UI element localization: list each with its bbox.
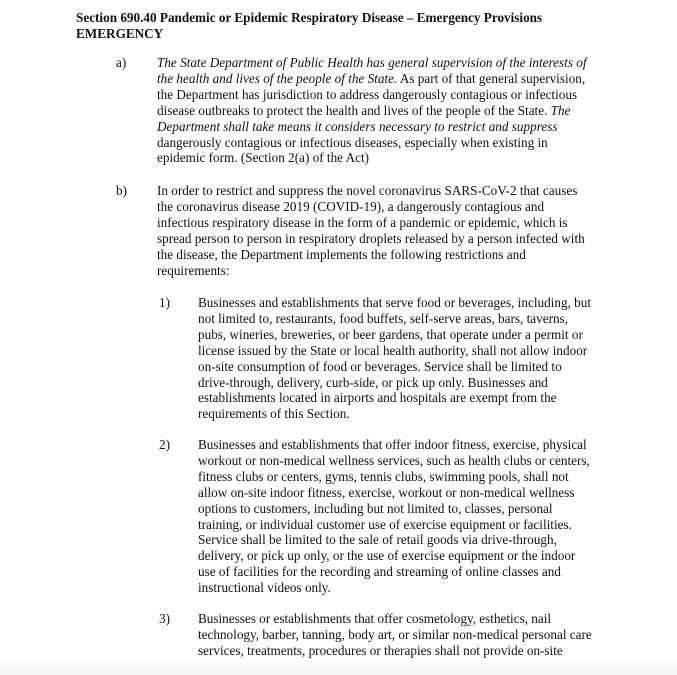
- text-segment: Department shall take means it considers necessary to restrict and suppress: [157, 118, 558, 134]
- text-segment: the Department has jurisdiction to address dangerously contagious or infectious: [157, 86, 578, 102]
- subparagraph-2-text: [198, 437, 590, 596]
- subparagraph-3-text: [198, 611, 592, 659]
- text-line: license issued by the State or local health authority, shall not allow indoor: [198, 342, 588, 358]
- text-line: workout or non-medical wellness services, such as health clubs or centers,: [198, 452, 590, 468]
- text-line: [157, 55, 587, 71]
- text-line: Businesses and establishments that serve food or beverages, including, but: [198, 295, 591, 310]
- text-line: pubs, wineries, breweries, or beer gardens, that operate under a permit or: [198, 326, 583, 342]
- text-segment: epidemic form. (Section 2(a) of the Act): [157, 150, 370, 166]
- subparagraph-2-label: 2): [159, 437, 170, 452]
- text-line: fitness clubs or centers, gyms, tennis clubs, swimming pools, shall not: [198, 468, 569, 484]
- text-line: training, or individual customer use of exercise equipment or facilities.: [198, 516, 572, 532]
- text-line: [157, 247, 585, 263]
- paragraph-a-text: [157, 55, 587, 166]
- subparagraph-1-label: 1): [159, 295, 170, 310]
- text-line: establishments located in airports and hospitals are exempt from the: [198, 390, 557, 406]
- text-line: instructional videos only.: [198, 580, 331, 596]
- text-segment: disease outbreaks to protect the health and lives of the people of the State.: [157, 102, 551, 118]
- emergency-label: EMERGENCY: [76, 25, 164, 41]
- text-line: services, treatments, procedures or therapies shall not provide on-site: [198, 642, 563, 658]
- text-line: [157, 119, 587, 135]
- text-line: requirements of this Section.: [198, 406, 350, 422]
- text-line: on-site consumption of food or beverages. Service shall be limited to: [198, 358, 562, 374]
- text-segment: infectious respiratory disease in the form of a pandemic or epidemic, which is: [157, 214, 568, 230]
- text-segment: The State Department of Public Health has general supervision of the interests of: [157, 55, 587, 70]
- subparagraph-3-label: 3): [159, 611, 170, 626]
- text-line: options to customers, including but not limited to, classes, personal: [198, 500, 553, 516]
- text-segment: The: [550, 102, 571, 118]
- section-title: Section 690.40 Pandemic or Epidemic Respiratory Disease – Emergency Provisions: [76, 10, 543, 25]
- text-line: [157, 135, 587, 151]
- text-line: technology, barber, tanning, body art, or similar non-medical personal care: [198, 626, 592, 642]
- text-line: [157, 103, 587, 119]
- text-line: Service shall be limited to the sale of retail goods via drive-through,: [198, 532, 557, 548]
- text-line: allow on-site indoor fitness, exercise, workout or non-medical wellness: [198, 484, 575, 500]
- text-line: [157, 183, 585, 199]
- text-line: Businesses and establishments that offer indoor fitness, exercise, physical: [198, 437, 587, 452]
- text-line: drive-through, delivery, curb-side, or pick up only. Businesses and: [198, 374, 548, 390]
- text-line: [157, 231, 585, 247]
- text-line: [157, 150, 587, 166]
- text-segment: spread person to person in respiratory droplets released by a person infected with: [157, 230, 585, 246]
- text-segment: requirements:: [157, 262, 230, 278]
- text-segment: the coronavirus disease 2019 (COVID-19), a dangerously contagious and: [157, 198, 545, 214]
- text-line: [157, 215, 585, 231]
- text-line: [157, 263, 585, 279]
- text-segment: dangerously contagious or infectious diseases, especially when existing in: [157, 134, 548, 150]
- text-line: use of facilities for the recording and streaming of online classes and: [198, 564, 561, 580]
- paragraph-b-text: [157, 183, 585, 278]
- text-line: [157, 87, 587, 103]
- text-segment: the disease, the Department implements the following restrictions and: [157, 246, 526, 262]
- text-segment: As part of that general supervision,: [397, 70, 586, 86]
- text-line: Businesses or establishments that offer cosmetology, esthetics, nail: [198, 611, 552, 626]
- text-line: delivery, or pick up only, or the use of exercise equipment or the indoor: [198, 548, 576, 564]
- text-segment: In order to restrict and suppress the novel coronavirus SARS-CoV-2 that causes: [157, 183, 578, 198]
- text-line: [157, 71, 587, 87]
- paragraph-a-label: a): [116, 55, 127, 70]
- page-bottom-fade: [0, 659, 677, 675]
- subparagraph-1-text: [198, 295, 591, 422]
- text-line: [157, 199, 585, 215]
- text-segment: the health and lives of the people of the State.: [157, 70, 398, 86]
- section-heading: [76, 10, 636, 42]
- text-line: not limited to, restaurants, food buffets, self-serve areas, bars, taverns,: [198, 310, 568, 326]
- paragraph-b-label: b): [116, 183, 127, 198]
